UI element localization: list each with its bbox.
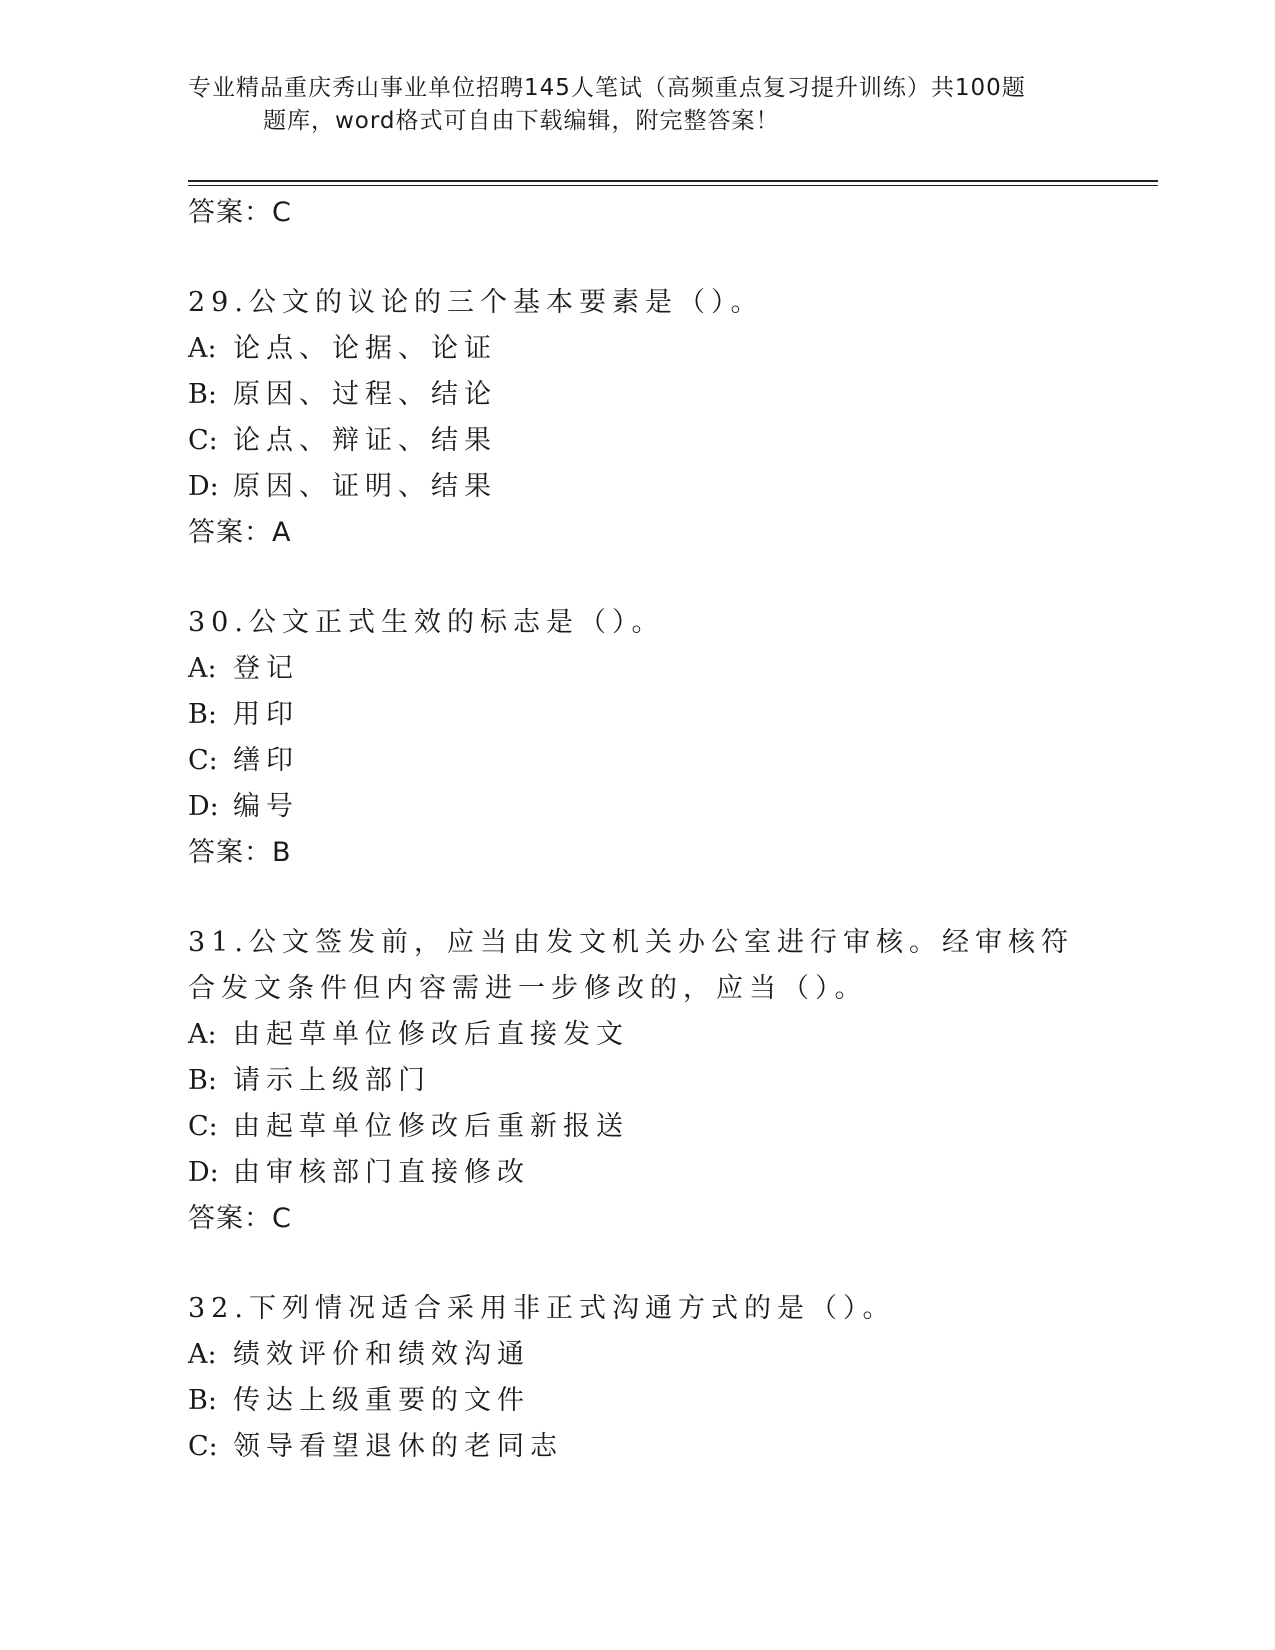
option-d: [188, 464, 1088, 510]
option-a: [188, 1332, 1088, 1378]
option-text: 绩效评价和绩效沟通: [233, 1339, 530, 1370]
option-text: 登记: [233, 653, 299, 684]
option-letter: C:: [188, 745, 218, 776]
answer-line: 答案：A: [188, 517, 292, 548]
option-c: [188, 418, 1088, 464]
document-header: [188, 72, 1088, 138]
header-divider-thin: [188, 185, 1158, 186]
option-letter: D:: [188, 471, 219, 502]
option-a: [188, 326, 1088, 372]
option-letter: A:: [188, 333, 217, 364]
option-text: 原因、证明、结果: [233, 471, 497, 502]
option-b: [188, 372, 1088, 418]
question-block: [188, 1286, 1088, 1470]
question-stem: 32.下列情况适合采用非正式沟通方式的是（）。: [188, 1293, 896, 1324]
option-text: 请示上级部门: [233, 1065, 431, 1096]
document-body: [188, 190, 1088, 1470]
option-letter: A:: [188, 653, 217, 684]
option-b: [188, 1378, 1088, 1424]
option-text: 论点、辩证、结果: [233, 425, 497, 456]
option-text: 领导看望退休的老同志: [233, 1431, 563, 1462]
question-block: [188, 920, 1088, 1242]
option-d: [188, 1150, 1088, 1196]
answer-line: 答案：C: [188, 1203, 292, 1234]
question-stem: 31.公文签发前，应当由发文机关办公室进行审核。经审核符合发文条件但内容需进一步修改的，应当（）。: [188, 927, 1074, 1004]
option-c: [188, 738, 1088, 784]
option-text: 传达上级重要的文件: [233, 1385, 530, 1416]
option-d: [188, 784, 1088, 830]
answer-line: 答案：C: [188, 197, 292, 228]
answer-line: 答案：B: [188, 837, 292, 868]
option-letter: B:: [188, 379, 217, 410]
option-b: [188, 1058, 1088, 1104]
option-letter: C:: [188, 1111, 218, 1142]
option-letter: B:: [188, 699, 217, 730]
option-text: 用印: [233, 699, 299, 730]
option-text: 缮印: [233, 745, 299, 776]
option-text: 由起草单位修改后直接发文: [233, 1019, 629, 1050]
question-block: [188, 280, 1088, 556]
question-block: [188, 600, 1088, 876]
option-letter: B:: [188, 1065, 217, 1096]
option-text: 由起草单位修改后重新报送: [233, 1111, 629, 1142]
option-b: [188, 692, 1088, 738]
option-letter: D:: [188, 791, 219, 822]
option-a: [188, 646, 1088, 692]
header-divider-thick: [188, 180, 1158, 182]
option-letter: D:: [188, 1157, 219, 1188]
option-text: 编号: [233, 791, 299, 822]
option-c: [188, 1424, 1088, 1470]
option-letter: A:: [188, 1019, 217, 1050]
option-letter: B:: [188, 1385, 217, 1416]
option-text: 由审核部门直接修改: [233, 1157, 530, 1188]
header-title-line2: 题库，word格式可自由下载编辑，附完整答案！: [263, 108, 780, 134]
question-stem: 30.公文正式生效的标志是（）。: [188, 607, 665, 638]
option-letter: A:: [188, 1339, 217, 1370]
option-c: [188, 1104, 1088, 1150]
option-a: [188, 1012, 1088, 1058]
header-title-line1: 专业精品重庆秀山事业单位招聘145人笔试（高频重点复习提升训练）共100题: [188, 75, 1026, 101]
option-text: 原因、过程、结论: [233, 379, 497, 410]
option-letter: C:: [188, 425, 218, 456]
option-letter: C:: [188, 1431, 218, 1462]
question-stem: 29.公文的议论的三个基本要素是（）。: [188, 287, 764, 318]
option-text: 论点、论据、论证: [233, 333, 497, 364]
